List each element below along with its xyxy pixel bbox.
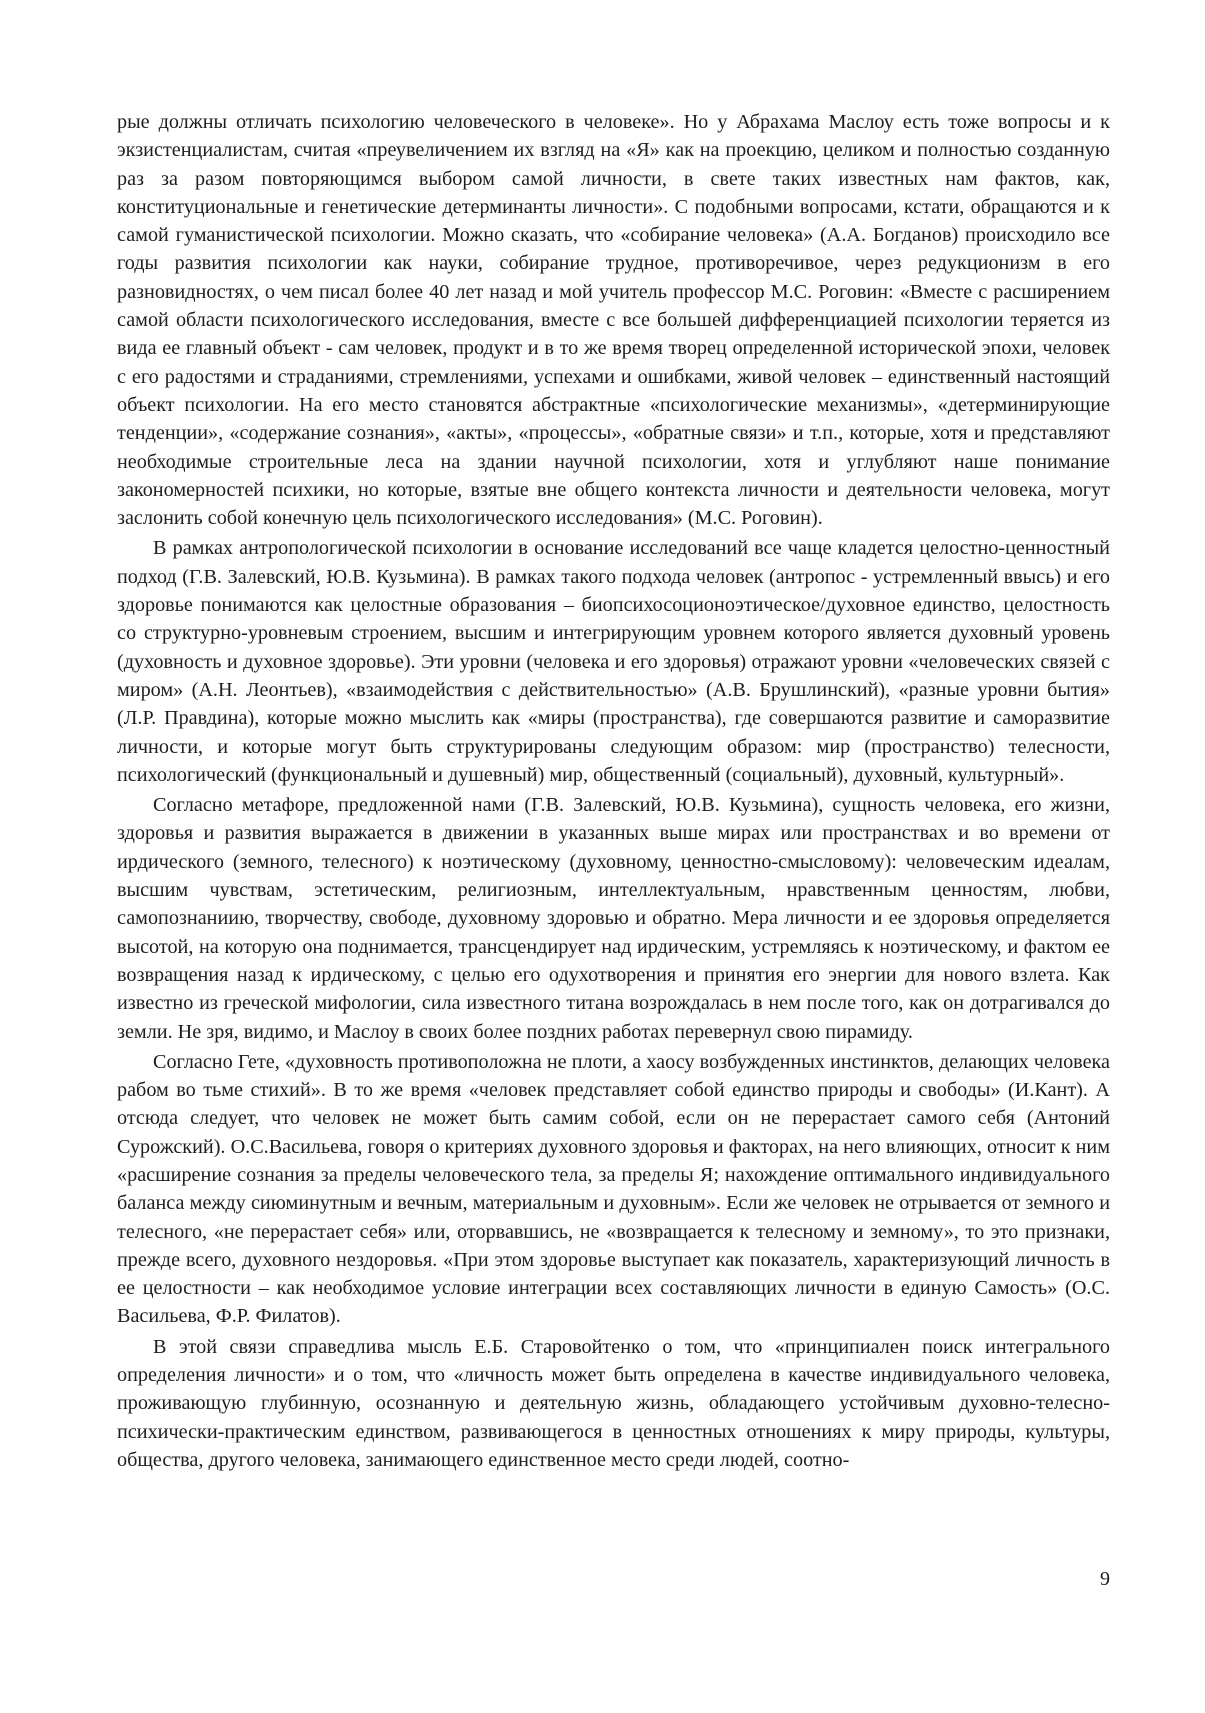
page-number: 9 (1100, 1568, 1110, 1590)
paragraph-3: Согласно метафоре, предложенной нами (Г.В. Залевский, Ю.В. Кузьмина), сущность человека, его жизни, здоровья и развития выражается в движении в указанных выше мирах или пространствах и во времени от ирдического (земного, телесного) к ноэтическому (духовному, ценностно-смысловому): человеческим идеалам, высшим чувствам, эстетическим, религиозным, интеллектуальным, нравственным ценностям, любви, самопознаниию, творчеству, свободе, духовному здоровью и обратно. Мера личности и ее здоровья определяется высотой, на которую она поднимается, трансцендирует над ирдическим, устремляясь к ноэтическому, и фактом ее возвращения назад к ирдическому, с целью его одухотворения и принятия его энергии для нового взлета. Как известно из греческой мифологии, сила известного титана возрождалась в нем после того, как он дотрагивался до земли. Не зря, видимо, и Маслоу в своих более поздних работах перевернул свою пирамиду. (117, 794, 1110, 1043)
paragraph-5: В этой связи справедлива мысль Е.Б. Старовойтенко о том, что «принципиален поиск интегрального определения личности» и о том, что «личность может быть определена в качестве индивидуального человека, проживающую глубинную, осознанную и деятельную жизнь, обладающего устойчивым духовно-телесно-психически-практическим единством, развивающегося в ценностных отношениях к миру природы, культуры, общества, другого человека, занимающего единственное место среди людей, соотно- (117, 1335, 1110, 1471)
body-text (117, 108, 1110, 1476)
paragraph-4: Согласно Гете, «духовность противоположна не плоти, а хаосу возбужденных инстинктов, делающих человека рабом во тьме стихий». В то же время «человек представляет собой единство природы и свободы» (И.Кант). А отсюда следует, что человек не может быть самим собой, если он не перерастает самого себя (Антоний Сурожский). О.С.Васильева, говоря о критериях духовного здоровья и факторах, на него влияющих, относит к ним «расширение сознания за пределы человеческого тела, за пределы Я; нахождение оптимального индивидуального баланса между сиюминутным и вечным, материальным и духовным». Если же человек не отрывается от земного и телесного, «не перерастает себя» или, оторвавшись, не «возвращается к телесному и земному», то это признаки, прежде всего, духовного нездоровья. «При этом здоровье выступает как показатель, характеризующий личность в ее целостности – как необходимое условие интеграции всех составляющих личности в единую Самость» (О.С. Васильева, Ф.Р. Филатов). (117, 1050, 1110, 1328)
paragraph-1: рые должны отличать психологию человеческого в человеке». Но у Абрахама Маслоу есть тоже вопросы и к экзистенциалистам, считая «преувеличением их взгляд на «Я» как на проекцию, целиком и полностью созданную раз за разом повторяющимся выбором самой личности, в свете таких известных нам фактов, как, конституциональные и генетические детерминанты личности». С подобными вопросами, кстати, обращаются и к самой гуманистической психологии. Можно сказать, что «собирание человека» (А.А. Богданов) происходило все годы развития психологии как науки, собирание трудное, противоречивое, через редукционизм в его разновидностях, о чем писал более 40 лет назад и мой учитель профессор М.С. Роговин: «Вместе с расширением самой области психологического исследования, вместе с все большей дифференциацией психологии теряется из вида ее главный объект - сам человек, продукт и в то же время творец определенной исторической эпохи, человек с его радостями и страданиями, стремлениями, успехами и ошибками, живой человек – единственный настоящий объект психологии. На его место становятся абстрактные «психологические механизмы», «детерминирующие тенденции», «содержание сознания», «акты», «процессы», «обратные связи» и т.п., которые, хотя и представляют необходимые строительные леса на здании научной психологии, хотя и углубляют наше понимание закономерностей психики, но которые, взятые вне общего контекста личности и деятельности человека, могут заслонить собой конечную цель психологического исследования» (М.С. Роговин). (117, 111, 1110, 530)
paragraph-2: В рамках антропологической психологии в основание исследований все чаще кладется целостно-ценностный подход (Г.В. Залевский, Ю.В. Кузьмина). В рамках такого подхода человек (антропос - устремленный ввысь) и его здоровье понимаются как целостные образования – биопсихосоционоэтическое/духовное единство, целостность со структурно-уровневым строением, высшим и интегрирующим уровнем которого является духовный уровень (духовность и духовное здоровье). Эти уровни (человека и его здоровья) отражают уровни «человеческих связей с миром» (А.Н. Леонтьев), «взаимодействия с действительностью» (А.В. Брушлинский), «разные уровни бытия» (Л.Р. Правдина), которые можно мыслить как «миры (пространства), где совершаются развитие и саморазвитие личности, и которые могут быть структурированы следующим образом: мир (пространство) телесности, психологический (функциональный и душевный) мир, общественный (социальный), духовный, культурный». (117, 537, 1110, 786)
